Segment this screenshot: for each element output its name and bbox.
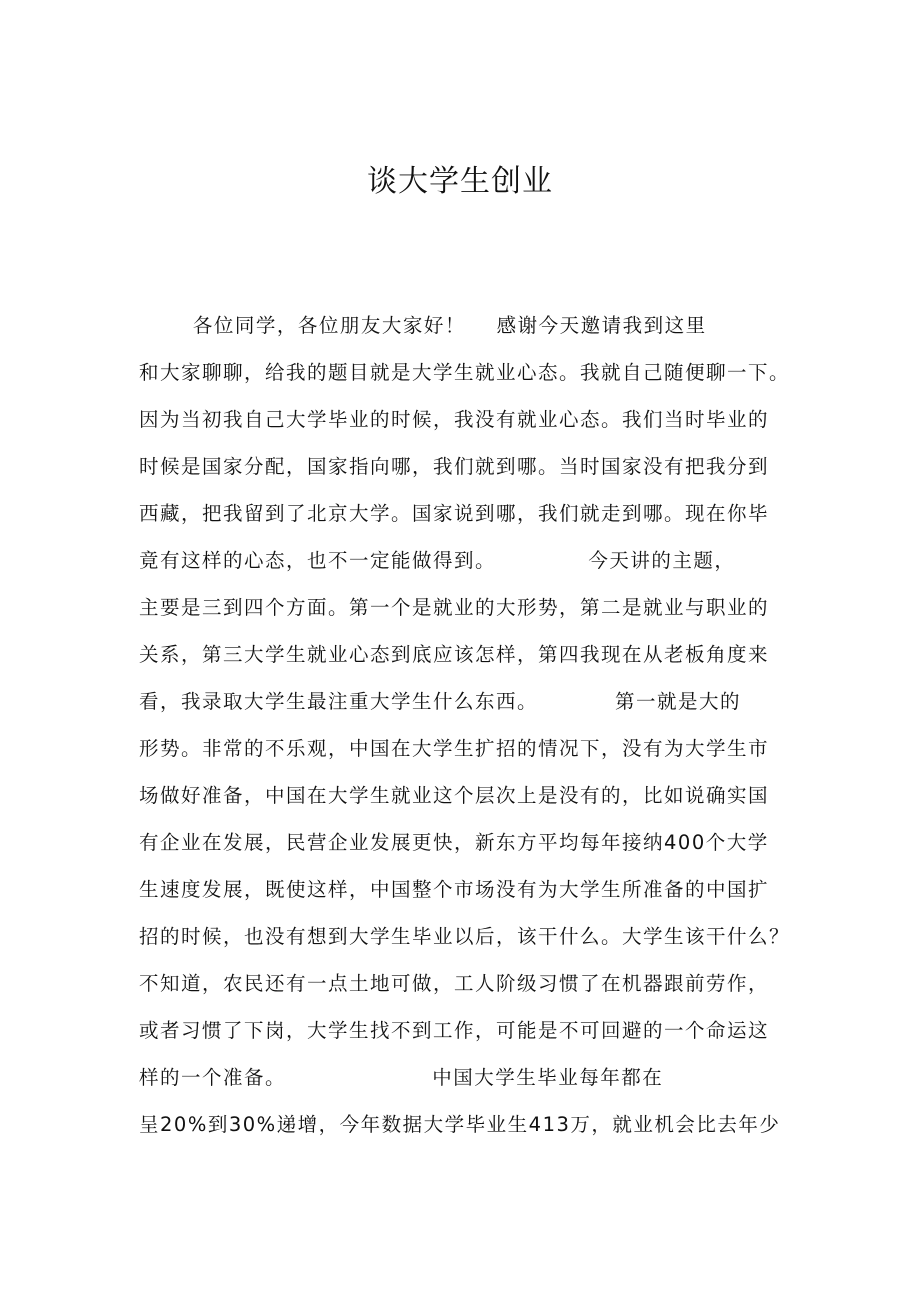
body-line: 主要是三到四个方面。第一个是就业的大形势，第二是就业与职业的 xyxy=(139,596,770,619)
body-line: 看，我录取大学生最注重大学生什么东西。 第一就是大的 xyxy=(139,690,741,713)
body-line: 或者习惯了下岗，大学生找不到工作，可能是不可回避的一个命运这 xyxy=(139,1019,770,1042)
body-line: 样的一个准备。 中国大学生毕业每年都在 xyxy=(139,1066,664,1089)
body-line: 不知道，农民还有一点土地可做，工人阶级习惯了在机器跟前劳作， xyxy=(139,972,770,995)
body-line: 西藏，把我留到了北京大学。国家说到哪，我们就走到哪。现在你毕 xyxy=(139,502,770,525)
body-line: 和大家聊聊，给我的题目就是大学生就业心态。我就自己随便聊一下。 xyxy=(139,361,791,384)
body-line: 有企业在发展，民营企业发展更快，新东方平均每年接纳400个大学 xyxy=(139,831,769,854)
document-body xyxy=(139,308,819,1154)
body-line: 场做好准备，中国在大学生就业这个层次上是没有的，比如说确实国 xyxy=(139,784,770,807)
document-title: 谈大学生创业 xyxy=(367,164,553,199)
body-line: 竟有这样的心态，也不一定能做得到。 今天讲的主题， xyxy=(139,549,736,572)
body-line: 各位同学，各位朋友大家好！ 感谢今天邀请我到这里 xyxy=(139,314,707,337)
body-line: 时候是国家分配，国家指向哪，我们就到哪。当时国家没有把我分到 xyxy=(139,455,770,478)
body-line: 生速度发展，既使这样，中国整个市场没有为大学生所准备的中国扩 xyxy=(139,878,770,901)
body-line: 关系，第三大学生就业心态到底应该怎样，第四我现在从老板角度来 xyxy=(139,643,770,666)
body-line: 形势。非常的不乐观，中国在大学生扩招的情况下，没有为大学生市 xyxy=(139,737,770,760)
body-line: 呈20%到30%递增，今年数据大学毕业生413万，就业机会比去年少 xyxy=(139,1113,781,1136)
body-line: 招的时候，也没有想到大学生毕业以后，该干什么。大学生该干什么？ xyxy=(139,925,791,948)
body-line: 因为当初我自己大学毕业的时候，我没有就业心态。我们当时毕业的 xyxy=(139,408,770,431)
